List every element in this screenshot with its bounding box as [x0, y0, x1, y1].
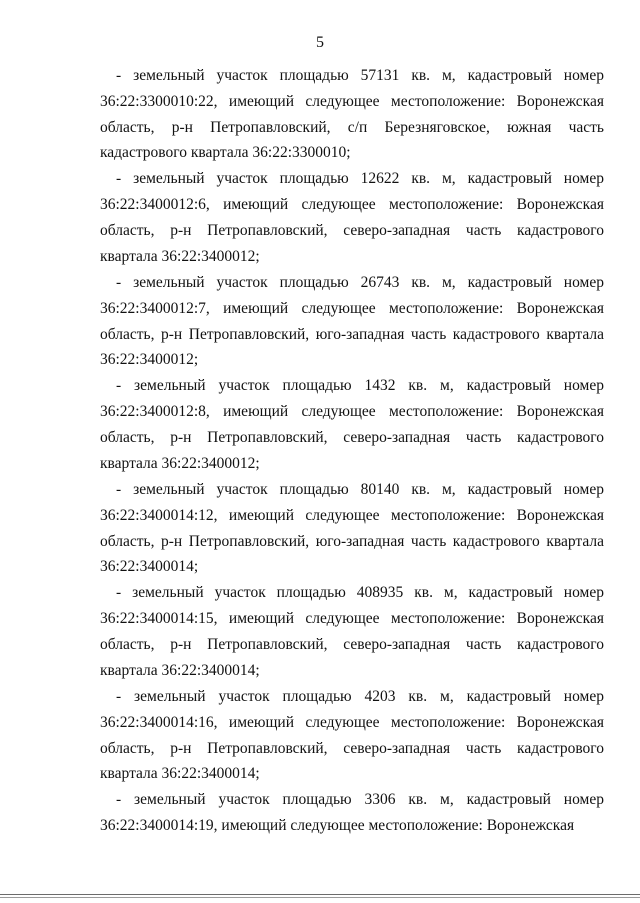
scan-edge-line [0, 894, 640, 895]
item-text: - земельный участок площадью 80140 кв. м, кадастровый номер 36:22:3400014:12, имеющий следующее местоположение: Воронежская область, р-н Петропавловский, юго-западная часть кадастрового квартала 36:22:3400014; [100, 480, 604, 576]
land-plot-item [100, 63, 604, 166]
scan-edge-line [0, 897, 640, 898]
land-plot-item [100, 373, 604, 476]
land-plot-item [100, 787, 604, 839]
land-plot-item [100, 166, 604, 269]
page-number: 5 [316, 34, 324, 51]
item-text: - земельный участок площадью 408935 кв. м, кадастровый номер 36:22:3400014:15, имеющий следующее местоположение: Воронежская область, р-н Петропавловский, северо-западная часть кадастрового квартала 36:22:3400014; [100, 584, 604, 679]
item-text: - земельный участок площадью 1432 кв. м, кадастровый номер 36:22:3400012:8, имеющий следующее местоположение: Воронежская область, р-н Петропавловский, северо-западная часть кадастрового квартала 36:22:3400012; [100, 377, 604, 472]
land-plot-item [100, 477, 604, 580]
item-text: - земельный участок площадью 57131 кв. м, кадастровый номер 36:22:3300010:22, имеющий следующее местоположение: Воронежская область, р-н Петропавловский, с/п Березняговское, южная часть кадастрового квартала 36:22:3300010; [100, 67, 604, 162]
item-text: - земельный участок площадью 26743 кв. м, кадастровый номер 36:22:3400012:7, имеющий следующее местоположение: Воронежская область, р-н Петропавловский, юго-западная часть кадастрового квартала 36:22:3400012; [100, 273, 604, 369]
item-text: - земельный участок площадью 3306 кв. м, кадастровый номер 36:22:3400014:19, имеющий следующее местоположение: Воронежская [100, 791, 604, 835]
document-body [100, 63, 604, 839]
land-plot-item [100, 270, 604, 373]
item-text: - земельный участок площадью 4203 кв. м, кадастровый номер 36:22:3400014:16, имеющий следующее местоположение: Воронежская область, р-н Петропавловский, северо-западная часть кадастрового квартала 36:22:3400014; [100, 687, 604, 783]
land-plot-item [100, 684, 604, 787]
land-plot-item [100, 580, 604, 683]
item-text: - земельный участок площадью 12622 кв. м, кадастровый номер 36:22:3400012:6, имеющий следующее местоположение: Воронежская область, р-н Петропавловский, северо-западная часть кадастрового квартала 36:22:3400012; [100, 170, 604, 265]
